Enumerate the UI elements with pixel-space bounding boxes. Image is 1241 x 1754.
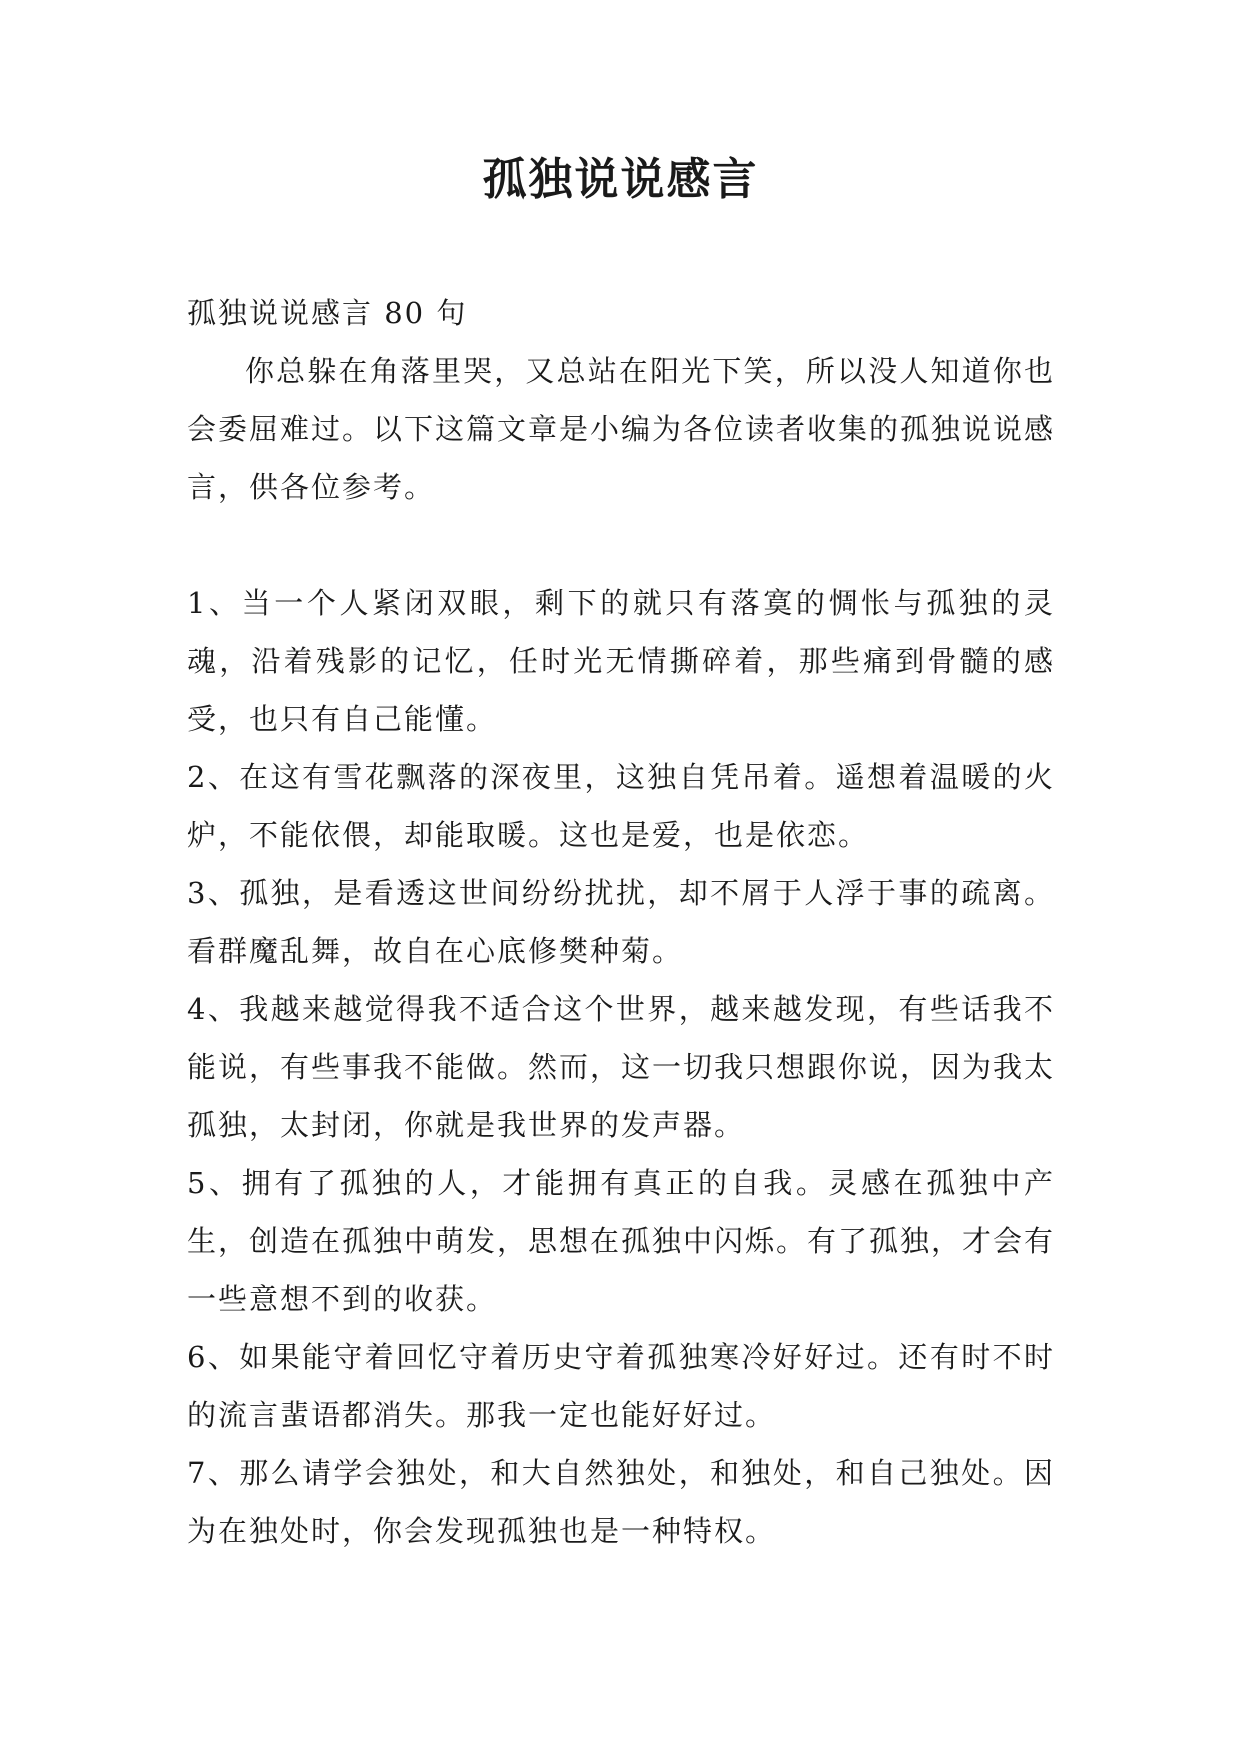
paragraph-spacer	[187, 516, 1055, 574]
intro-paragraph: 你总躲在角落里哭，又总站在阳光下笑，所以没人知道你也会委屈难过。以下这篇文章是小编为各位读者收集的孤独说说感言，供各位参考。	[187, 354, 1056, 504]
document-title: 孤独说说感言	[482, 154, 759, 205]
list-item-4: 4、我越来越觉得我不适合这个世界，越来越发现，有些话我不能说，有些事我不能做。然而，这一切我只想跟你说，因为我太孤独，太封闭，你就是我世界的发声器。	[187, 992, 1056, 1142]
document-body	[187, 284, 1055, 1560]
list-item-6: 6、如果能守着回忆守着历史守着孤独寒冷好好过。还有时不时的流言蜚语都消失。那我一定也能好好过。	[187, 1340, 1055, 1432]
list-item-2: 2、在这有雪花飘落的深夜里，这独自凭吊着。遥想着温暖的火炉，不能依偎，却能取暖。这也是爱，也是依恋。	[187, 760, 1055, 852]
list-item-1: 1、当一个人紧闭双眼，剩下的就只有落寞的惆怅与孤独的灵魂，沿着残影的记忆，任时光无情撕碎着，那些痛到骨髓的感受，也只有自己能懂。	[187, 586, 1055, 736]
list-item-7: 7、那么请学会独处，和大自然独处，和独处，和自己独处。因为在独处时，你会发现孤独也是一种特权。	[187, 1456, 1055, 1548]
list-item-3: 3、孤独，是看透这世间纷纷扰扰，却不屑于人浮于事的疏离。看群魔乱舞，故自在心底修樊种菊。	[187, 876, 1055, 968]
document-subtitle: 孤独说说感言 80 句	[187, 296, 468, 330]
list-item-5: 5、拥有了孤独的人，才能拥有真正的自我。灵感在孤独中产生，创造在孤独中萌发，思想在孤独中闪烁。有了孤独，才会有一些意想不到的收获。	[187, 1166, 1056, 1316]
